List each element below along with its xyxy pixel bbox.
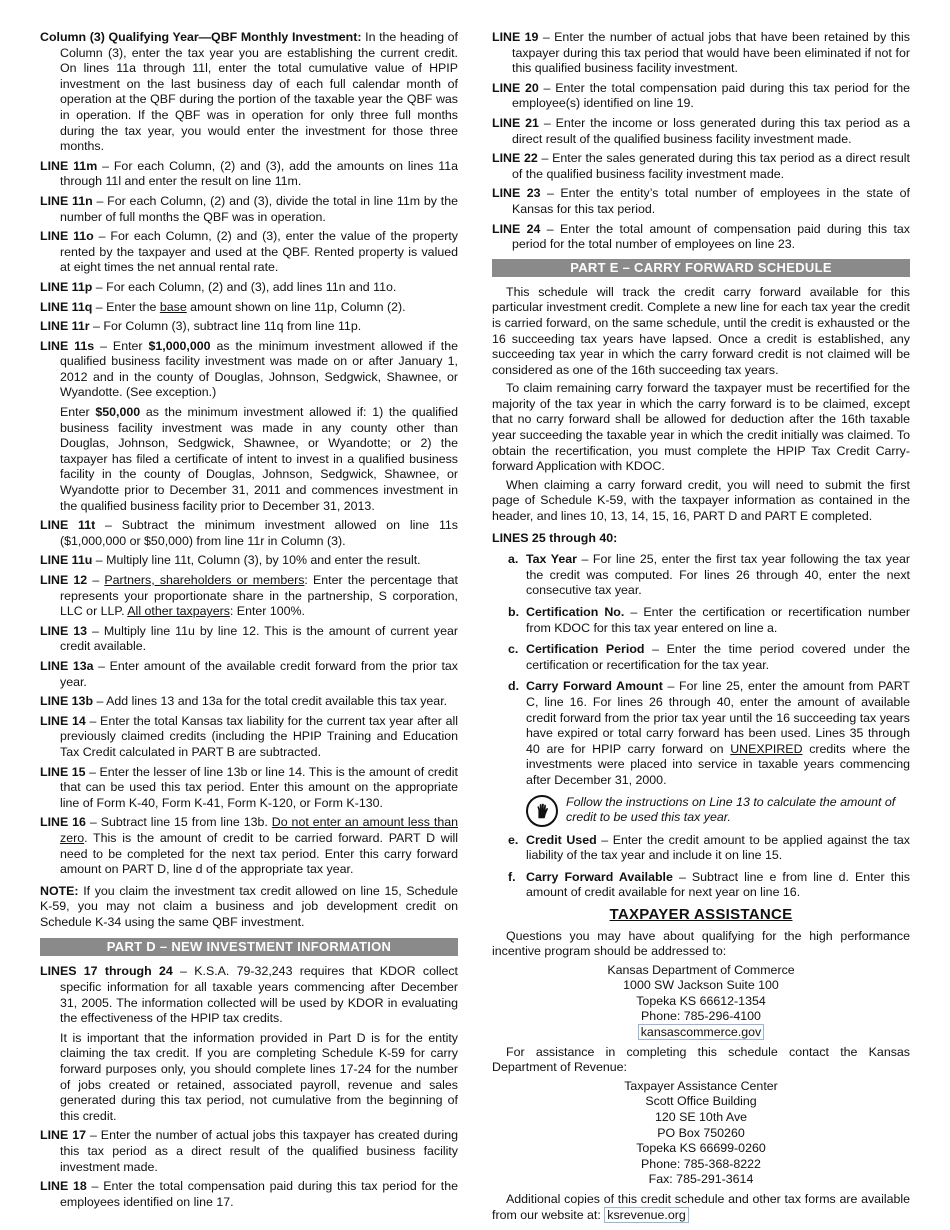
line-text: – Multiply line 11u by line 12. This is the amount of current year credit available. — [60, 623, 458, 654]
item-label: Tax Year — [526, 552, 577, 567]
assistance-paragraph-3 — [492, 1192, 910, 1223]
line-11q — [40, 300, 458, 316]
address-line: PO Box 750260 — [657, 1125, 745, 1140]
line-21 — [492, 116, 910, 147]
address-line: Scott Office Building — [645, 1094, 757, 1109]
address-line: 120 SE 10th Ave — [654, 1110, 748, 1125]
item-text — [526, 605, 910, 636]
phone-line: Phone: 785-368-8222 — [641, 1156, 761, 1171]
item-text — [526, 552, 910, 599]
item-body: – For line 25, enter the amount from PART C, line 16. For lines 26 through 40, enter the amount of available credit forward from the prior tax year until the 16 succeeding tax years have expired or total carry forward has been used. Lines 35 through 40 are for HPIP carry forward on — [526, 679, 910, 756]
line-11t — [40, 518, 458, 549]
line-text: – For each Column, (2) and (3), add lines 11n and 11o. — [92, 279, 397, 294]
assistance-paragraph-1: Questions you may have about qualifying for the high performance incentive program should be addressed to: — [492, 928, 910, 959]
part-e-paragraph-2: To claim remaining carry forward the taxpayer must be recertified for the majority of the tax year in which the carry forward is to be claimed, except that no carry forward shall be allowed for deduction after the 16th taxable year succeeding the taxable year in which the credit initially was claimed. To obtain the recertification, you must complete the HPIP Tax Credit Carry-forward Application with KDOC. — [492, 381, 910, 474]
line-label: LINE 11n — [40, 193, 93, 208]
line-text: . This is the amount of credit to be carried forward. PART D will need to be completed for the next tax period. Enter this carry forward amount on PART D, line d of the appropriate tax year. — [60, 830, 458, 877]
line-11m — [40, 159, 458, 190]
lines-17-24-note: It is important that the information provided in Part D is for the entity claiming the tax credit. If you are completing Schedule K-59 for carry forward purposes only, you should complete lines 17-24 for the number of jobs created or retained, associated payroll, revenue and sales generated during this tax period, not cumulative from the beginning of this credit. — [60, 1030, 458, 1123]
commerce-address — [492, 963, 910, 1041]
line-text: – Enter the total Kansas tax liability for the current tax year after all previously claimed credits (including the HPIP Training and Education Tax Credit calculated in PART B are subtracted. — [60, 713, 458, 759]
item-marker: d. — [508, 679, 520, 694]
line-11p — [40, 280, 458, 296]
line-text: Enter — [60, 405, 96, 420]
line-label: LINE 13b — [40, 694, 94, 709]
line-text: – Enter the number of actual jobs this taxpayer has created during this tax period as a direct result of the qualified business facility investment made. — [60, 1128, 458, 1174]
item-body: – Subtract line e from line d. Enter this amount of credit available for next year on line 16. — [526, 869, 910, 900]
line-text: – Enter the number of actual jobs that have been retained by this taxpayer during this tax period that would have been eliminated if not for this qualified business facility investment. — [512, 30, 911, 76]
line-text: amount shown on line 11p, Column (2). — [186, 299, 406, 314]
line-text: – Enter the total compensation paid during this tax period for the employees identified on line 17. — [60, 1179, 459, 1209]
line-text: – For Column (3), subtract line 11q from line 11p. — [89, 319, 362, 334]
underlined-text: Do not enter an amount less than zero — [60, 815, 458, 845]
line-label: LINE 11r — [40, 319, 90, 334]
line-11u — [40, 553, 458, 569]
item-a — [492, 552, 910, 599]
line-15 — [40, 765, 458, 812]
commerce-website-link[interactable]: kansascommerce.gov — [638, 1024, 765, 1040]
line-label: LINE 11t — [40, 518, 96, 533]
item-c — [492, 642, 910, 673]
line-text: – Enter amount of the available credit forward from the prior tax year. — [60, 658, 458, 689]
item-body: credits where the investments were placed into service in taxable years commencing after December 31, 2000. — [526, 741, 911, 787]
taxpayer-assistance-title: TAXPAYER ASSISTANCE — [609, 905, 793, 923]
part-e-paragraph-1: This schedule will track the credit carry forward available for this particular investment credit. Complete a new line for each tax year the credit is carried forward, on the same schedule, until the credit is exhausted or the 16 succeeding tax years have lapsed. Once a credit is established, any succeeding tax year in which the carry forward credit is not claimed will be considered as one of the 16th succeeding tax years. — [492, 284, 910, 377]
line-label: LINE 11u — [40, 553, 93, 568]
line-11r — [40, 319, 458, 335]
item-text — [526, 870, 910, 901]
address-line: Topeka KS 66699-0260 — [636, 1141, 766, 1156]
underlined-text: Partners, shareholders or members — [104, 573, 305, 587]
item-f — [492, 870, 910, 901]
line-label: LINE 15 — [40, 764, 86, 779]
line-label: LINE 11s — [40, 338, 95, 353]
line-14 — [40, 714, 458, 761]
note — [40, 884, 458, 931]
note-text: If you claim the investment tax credit allowed on line 15, Schedule K-59, you may not claim a business and job development credit on Schedule K-34 using the same QBF investment. — [40, 883, 458, 929]
right-column — [492, 30, 910, 1226]
address-line: Kansas Department of Commerce — [607, 962, 795, 977]
item-body: – For line 25, enter the first tax year following the tax year the credit was computed. For lines 26 through 40, enter the next consecutive tax year. — [526, 552, 910, 598]
note-label: NOTE: — [40, 883, 79, 898]
assistance-paragraph-2: For assistance in completing this schedule contact the Kansas Department of Revenue: — [492, 1044, 910, 1075]
column3-instruction — [40, 30, 458, 155]
left-column — [40, 30, 458, 1214]
item-marker: e. — [508, 832, 519, 847]
line-text: – Enter the total compensation paid during this tax period for the employee(s) identified on line 19. — [512, 80, 911, 111]
item-label: Certification Period — [526, 642, 645, 657]
line-19 — [492, 30, 910, 77]
line-label: LINE 11o — [40, 229, 94, 244]
line-label: LINE 14 — [40, 713, 86, 728]
item-body: – Enter the time period covered under the certification or recertification for the tax year. — [526, 642, 910, 672]
line-label: LINE 11m — [40, 158, 98, 173]
amount: $50,000 — [95, 405, 141, 420]
item-label: Carry Forward Available — [526, 869, 673, 884]
column3-heading: Column (3) Qualifying Year—QBF Monthly Investment: — [40, 30, 362, 44]
line-text: – K.S.A. 79-32,243 requires that KDOR collect specific information for all taxable years commencing after December 31, 2005. The information collected will be used by KDOR in evaluating the effectiveness of the HPIP tax credits. — [60, 964, 459, 1026]
underlined-text: All other taxpayers — [127, 604, 230, 619]
line-20 — [492, 81, 910, 112]
line-24 — [492, 222, 910, 253]
underlined-text: base — [159, 299, 187, 314]
line-text: – For each Column, (2) and (3), enter the value of the property rented by the taxpayer and used at the QBF. Rented property is valued at eight times the net annual rental rate. — [60, 229, 458, 275]
line-11n — [40, 194, 458, 225]
line-13 — [40, 624, 458, 655]
item-d — [492, 679, 910, 788]
item-body: – Enter the certification or recertification number from KDOC for this tax year entered on line a. — [526, 605, 910, 635]
phone-line: Phone: 785-296-4100 — [641, 1009, 761, 1024]
ksrevenue-website-link[interactable]: ksrevenue.org — [604, 1207, 689, 1223]
line-13b — [40, 694, 458, 710]
tip-text: Follow the instructions on Line 13 to calculate the amount of credit to be used this tax year. — [566, 794, 896, 825]
line-text: – Enter the — [92, 299, 160, 314]
line-13a — [40, 659, 458, 690]
line-label: LINE 12 — [40, 573, 88, 587]
revenue-address — [492, 1079, 910, 1188]
line-label: LINE 18 — [40, 1179, 87, 1194]
part-d-heading: PART D – NEW INVESTMENT INFORMATION — [40, 938, 458, 956]
item-marker: b. — [508, 605, 520, 619]
line-17 — [40, 1128, 458, 1175]
hand-icon — [533, 802, 551, 820]
stop-hand-icon — [526, 795, 558, 827]
line-text: – Add lines 13 and 13a for the total credit available this tax year. — [93, 694, 448, 709]
line-text: – Enter — [94, 338, 149, 353]
part-e-heading: PART E – CARRY FORWARD SCHEDULE — [492, 259, 910, 277]
line-label: LINE 21 — [492, 115, 539, 130]
line-16 — [40, 815, 458, 877]
line-text: – For each Column, (2) and (3), add the amounts on lines 11a through 11l and enter the result on line 11m. — [60, 158, 458, 189]
line-label: LINE 13a — [40, 658, 94, 673]
item-b — [492, 605, 910, 636]
item-label: Credit Used — [526, 832, 597, 847]
line-label: LINE 23 — [492, 186, 541, 201]
item-text — [526, 679, 910, 788]
line-text: – Enter the lesser of line 13b or line 14. This is the amount of credit that can be used this tax period. Enter this amount on the appropriate line of Form K-40, Form K-41, Form K-120, or Form K-130. — [60, 764, 458, 810]
line-18 — [40, 1179, 458, 1210]
line-text: : Enter the percentage that represents your proportionate share in the partnership, S corporation, LLC or LLP. — [60, 573, 458, 619]
item-text — [526, 642, 910, 673]
line-text: as the minimum investment allowed if: 1) the qualified business facility investment was made in any county other than Douglas, Johnson, Sedgwick, Shawnee, or Wyandotte; or 2) the taxpayer has filed a certificate of intent to invest in a qualified business facility in the county of Douglas, Johnson, Sedgwick, Shawnee, or Wyandotte prior to December 31, 2011 and commences investment in the qualified business facility prior to December 31, 2013. — [60, 405, 459, 513]
address-line: Taxpayer Assistance Center — [624, 1078, 778, 1093]
line-text: – — [87, 573, 105, 587]
line-text: – Enter the sales generated during this tax period as a direct result of the qualified business facility investment made. — [512, 151, 910, 181]
line-label: LINE 11q — [40, 299, 93, 314]
item-label: Carry Forward Amount — [526, 679, 663, 694]
line-label: LINE 11p — [40, 279, 93, 294]
line-text: – Subtract the minimum investment allowed on line 11s ($1,000,000 or $50,000) from line 11r in Column (3). — [60, 518, 458, 548]
commerce-link-row — [492, 1025, 910, 1041]
line-label: LINE 19 — [492, 30, 539, 44]
item-label: Certification No. — [526, 605, 625, 619]
line-text: – For each Column, (2) and (3), divide the total in line 11m by the number of full months the QBF was in operation. — [60, 193, 458, 224]
underlined-text: UNEXPIRED — [730, 741, 803, 756]
line-text: – Enter the total amount of compensation paid during this tax period for the total number of employees on line 23. — [512, 221, 910, 252]
column3-text: In the heading of Column (3), enter the tax year you are establishing the current credit. On lines 11a through 11l, enter the total cumulative value of HPIP investment on the last business day of each full calendar month of operation at the QBF during the portion of the taxable year the QBF was in operation. If the QBF was in operation for only three full months during the tax year, you would enter the investment for those three months. — [60, 30, 458, 154]
line-11s — [40, 339, 458, 401]
line-label: LINE 13 — [40, 623, 87, 638]
line-11o — [40, 229, 458, 276]
line-label: LINE 22 — [492, 151, 538, 166]
item-marker: f. — [508, 869, 516, 884]
line-text: – Enter the entity’s total number of employees in the state of Kansas for this tax period. — [512, 186, 910, 216]
line-label: LINE 20 — [492, 80, 539, 95]
address-line: Topeka KS 66612-1354 — [636, 993, 766, 1008]
item-marker: a. — [508, 552, 519, 567]
line-label: LINES 17 through 24 — [40, 964, 173, 979]
hand-tip — [526, 795, 910, 827]
line-12 — [40, 573, 458, 620]
line-label: LINE 17 — [40, 1128, 86, 1143]
part-e-paragraph-3: When claiming a carry forward credit, you will need to submit the first page of Schedule K-59, with the taxpayer information as contained in the header, and lines 10, 13, 14, 15, 16, PART D and PART E completed. — [492, 477, 910, 524]
line-label: LINE 16 — [40, 815, 86, 830]
amount: $1,000,000 — [148, 338, 211, 353]
fax-line: Fax: 785-291-3614 — [648, 1172, 754, 1187]
address-line: 1000 SW Jackson Suite 100 — [623, 978, 779, 993]
lines-17-24 — [40, 964, 458, 1026]
line-22 — [492, 151, 910, 182]
item-e — [492, 833, 910, 864]
line-text: : Enter 100%. — [229, 604, 305, 619]
line-text: as the minimum investment allowed if the qualified business facility investment was made on or after January 1, 2012 and in the county of Douglas, Johnson, Sedgwick, Shawnee, or Wyandotte. (See exception.) — [60, 338, 458, 400]
line-label: LINE 24 — [492, 221, 541, 236]
line-11s-exception — [40, 405, 458, 514]
item-body: – Enter the credit amount to be applied against the tax liability of the tax year and include it on line 15. — [526, 832, 911, 863]
item-text — [526, 833, 910, 864]
line-text: – Subtract line 15 from line 13b. — [85, 815, 272, 830]
lines-25-40-heading: LINES 25 through 40: — [492, 530, 618, 545]
line-text: – Enter the income or loss generated during this tax period as a direct result of the qualified business facility investment made. — [512, 115, 910, 146]
line-text: – Multiply line 11t, Column (3), by 10% and enter the result. — [92, 553, 421, 568]
item-marker: c. — [508, 642, 519, 657]
line-23 — [492, 186, 910, 217]
paragraph-text: Additional copies of this credit schedule and other tax forms are available from our website at: — [492, 1192, 910, 1222]
